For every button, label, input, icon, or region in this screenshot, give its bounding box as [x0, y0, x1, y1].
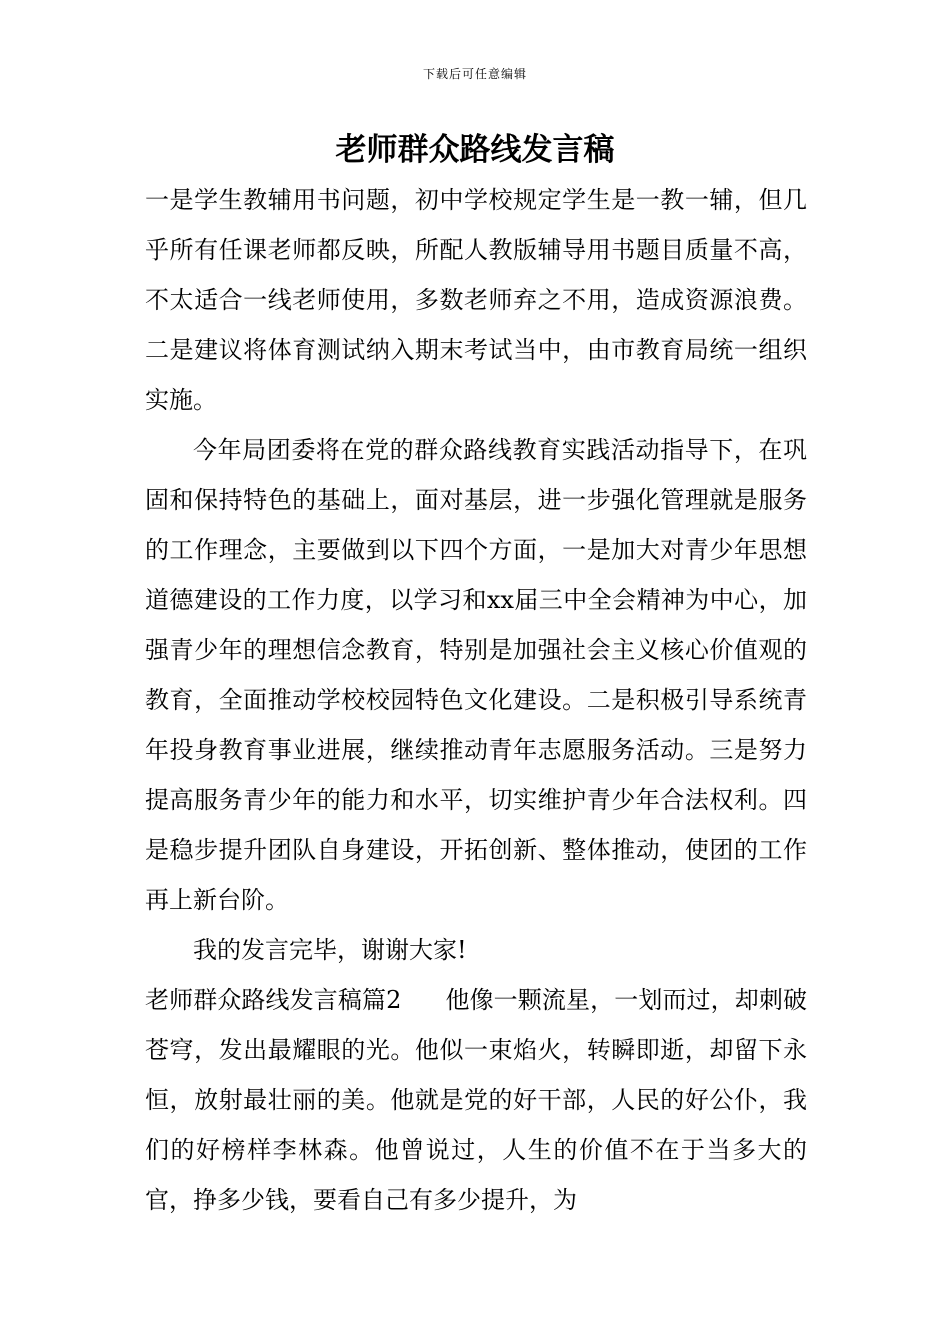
paragraph-1: 一是学生教辅用书问题，初中学校规定学生是一教一辅，但几乎所有任课老师都反映，所配人教版辅导用书题目质量不高，不太适合一线老师使用，多数老师弃之不用，造成资源浪费。二是建议将体育测试纳入期末考试当中，由市教育局统一组织实施。 [145, 186, 807, 414]
section-heading-2: 老师群众路线发言稿篇2 [145, 986, 402, 1014]
paragraph-3-closing: 我的发言完毕，谢谢大家! [193, 936, 467, 964]
document-body [145, 175, 807, 1225]
paragraph-4 [145, 975, 807, 1225]
header-note: 下载后可任意编辑 [422, 67, 527, 81]
paragraph-4-text: 他像一颗流星，一划而过，却刺破苍穹，发出最耀眼的光。他似一束焰火，转瞬即逝，却留下永恒，放射最壮丽的美。他就是党的好干部，人民的好公仆，我们的好榜样李林森。他曾说过，人生的价值不在于当多大的官，挣多少钱，要看自己有多少提升，为 [145, 986, 807, 1214]
paragraph-2: 今年局团委将在党的群众路线教育实践活动指导下，在巩固和保持特色的基础上，面对基层，进一步强化管理就是服务的工作理念，主要做到以下四个方面，一是加大对青少年思想道德建设的工作力度，以学习和xx届三中全会精神为中心，加强青少年的理想信念教育，特别是加强社会主义核心价值观的教育，全面推动学校校园特色文化建设。二是积极引导系统青年投身教育事业进展，继续推动青年志愿服务活动。三是努力提高服务青少年的能力和水平，切实维护青少年合法权利。四是稳步提升团队自身建设，开拓创新、整体推动，使团的工作再上新台阶。 [145, 436, 807, 914]
document-title: 老师群众路线发言稿 [335, 132, 615, 168]
